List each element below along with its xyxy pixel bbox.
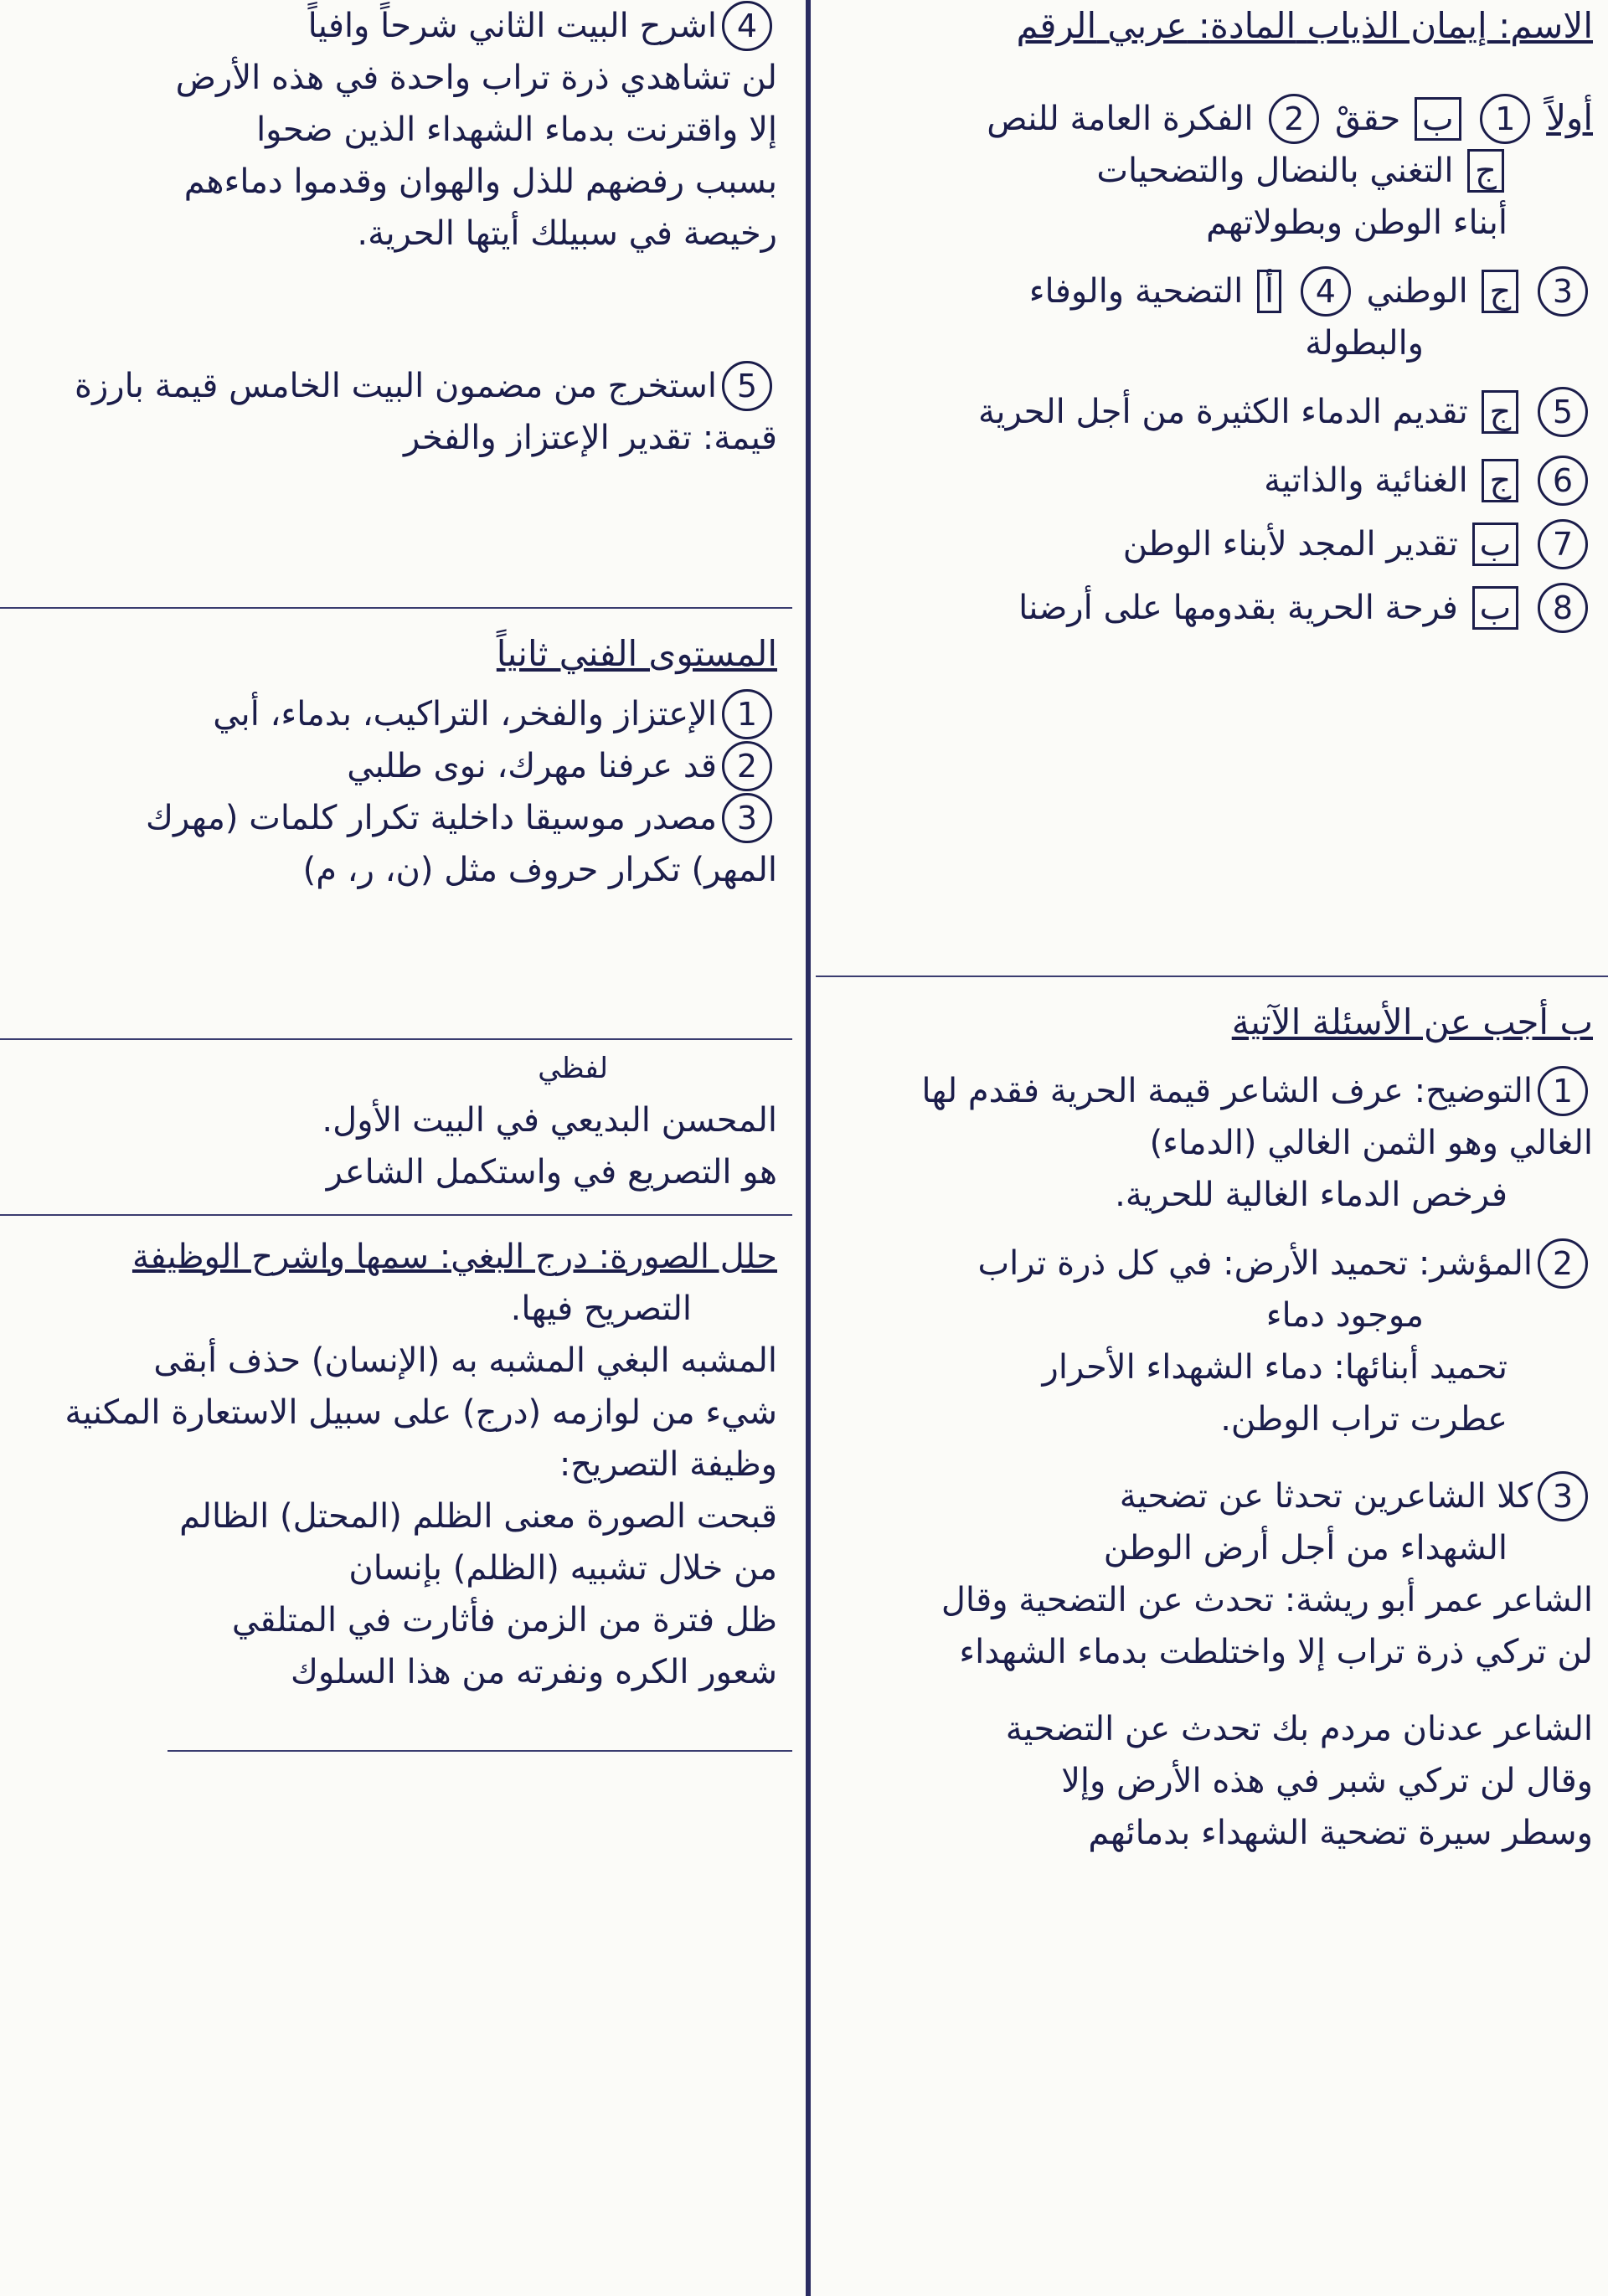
item-5-choice: ج: [1482, 390, 1518, 434]
q2-line-2: موجود دماء: [1265, 1296, 1424, 1335]
item-2-text: الفكرة العامة للنص: [987, 100, 1254, 138]
q4-title: اشرح البيت الثاني شرحاً وافياً: [307, 7, 717, 45]
q3-line-4: لن تركي ذرة تراب إلا واختلطت بدماء الشهداء: [959, 1633, 1593, 1671]
item-6-num: 6: [1538, 456, 1588, 506]
column-divider: [806, 0, 811, 2296]
q1-line-2: الغالي وهو الثمن الغالي (الدماء): [1149, 1124, 1593, 1162]
s3-line-5: لفظي: [538, 1052, 608, 1085]
s4-title: حلل الصورة: درج البغي: سمها واشرح الوظيفة: [131, 1238, 777, 1276]
item-5-num: 5: [1538, 387, 1588, 437]
s4-line-5: قبحت الصورة معنى الظلم (المحتل) الظالم: [179, 1497, 777, 1536]
q1-line-3: فرخص الدماء الغالية للحرية.: [1115, 1176, 1508, 1214]
name-label: الاسم: [1510, 5, 1593, 46]
right-column: [816, 0, 1608, 2296]
s4-line-3: شيء من لوازمه (درج) على سبيل الاستعارة المكنية: [64, 1393, 777, 1432]
header: الاسم: إيمان الذياب المادة: عربي الرقم: [1016, 5, 1593, 46]
left-q5: 5استخرج من مضمون البيت الخامس قيمة بارزة قيمة: تقدير الإعتزاز والفخر: [0, 360, 792, 464]
s3-line-6: المحسن البديعي في البيت الأول.: [322, 1101, 777, 1140]
q5-title: استخرج من مضمون البيت الخامس قيمة بارزة: [75, 367, 717, 405]
item-7-choice: ب: [1472, 523, 1519, 566]
left-section4: [0, 1231, 792, 1698]
name-value: إيمان الذياب: [1306, 5, 1487, 46]
s4-line-1: التصريح فيها.: [510, 1290, 692, 1328]
item-7-text: تقدير المجد لأبناء الوطن: [1122, 525, 1458, 564]
item-6-choice: ج: [1482, 459, 1518, 502]
s4-line-6: من خلال تشبيه (الظلم) بإنسان: [348, 1549, 777, 1588]
left-section3b: [0, 1042, 792, 1198]
item-2c-text: أبناء الوطن وبطولاتهم: [1206, 203, 1508, 242]
left-column: [0, 0, 792, 2296]
item-4b-text: والبطولة: [1305, 324, 1424, 363]
item-8-choice: ب: [1472, 586, 1519, 630]
q3-line-5: الشاعر عدنان مردم بك تحدث عن التضحية: [1005, 1710, 1593, 1748]
s3-line-3: مصدر موسيقا داخلية تكرار كلمات (مهرك: [146, 799, 717, 837]
subject-value: عربي: [1107, 5, 1188, 46]
q4-line-3: بسبب رفضهم للذل والهوان وقدموا دماءهم: [183, 162, 777, 201]
item-4-choice: أ: [1257, 270, 1281, 313]
q4-line-2: إلا واقترنت بدماء الشهداء الذين ضحوا: [256, 111, 777, 149]
item-8-text: فرحة الحرية بقدومها على أرضنا: [1018, 589, 1458, 627]
left-section3: المستوى الفني ثانياً 1الإعتزاز والفخر، التراكيب، بدماء، أبي 2قد عرفنا مهرك، نوى طلبي 3مصدر موسيقا داخلية تكرار كلمات (مهرك المهر) تكرار حروف مثل (ن، ر، م): [0, 628, 792, 896]
q3-line-6: وقال لن تركي شبر في هذه الأرض وإلا: [1061, 1762, 1593, 1800]
item-3-choice: ج: [1482, 270, 1518, 313]
q2-line-4: عطرت تراب الوطن.: [1220, 1400, 1508, 1439]
item-5-text: تقديم الدماء الكثيرة من أجل الحرية: [977, 393, 1468, 431]
item-1-text: حققْ: [1334, 100, 1401, 138]
subject-label: المادة: [1209, 5, 1296, 46]
left-divider-2: [0, 1038, 792, 1040]
section1-title: أولاً: [1546, 97, 1593, 138]
left-q4: 4اشرح البيت الثاني شرحاً وافياً لن تشاهدي ذرة تراب واحدة في هذه الأرض إلا واقترنت بدماء الشهداء الذين ضحوا بسبب رفضهم للذل والهوان وقدموا دماءهم رخيصة في سبيلك أيتها الحرية.: [0, 0, 792, 260]
q4-line-4: رخيصة في سبيلك أيتها الحرية.: [357, 214, 777, 253]
item-1-num: 1: [1480, 94, 1530, 144]
right-divider-1: [816, 976, 1608, 977]
item-2-num: 2: [1269, 94, 1319, 144]
section3-title: المستوى الفني ثانياً: [496, 633, 777, 674]
item-2b-choice: ج: [1467, 149, 1504, 193]
q3-line-2: الشهداء من أجل أرض الوطن: [1103, 1529, 1508, 1568]
left-divider-4: [168, 1750, 792, 1752]
q2-line-1: المؤشر: تحميد الأرض: في كل ذرة تراب: [977, 1244, 1533, 1283]
item-7-num: 7: [1538, 519, 1588, 569]
left-divider-3: [0, 1214, 792, 1216]
s4-line-4: وظيفة التصريح:: [559, 1445, 777, 1484]
item-3-num: 3: [1538, 266, 1588, 317]
q3-line-1: كلا الشاعرين تحدثا عن تضحية: [1119, 1477, 1533, 1516]
item-4-num: 4: [1301, 266, 1351, 317]
item-1-choice: ب: [1415, 97, 1461, 141]
section1: [816, 92, 1608, 634]
number-label: الرقم: [1016, 5, 1097, 46]
section2: ب أجب عن الأسئلة الآتية 1التوضيح: عرف الشاعر قيمة الحرية فقدم لها الغالي وهو الثمن الغالي (الدماء) فرخص الدماء الغالية للحرية. 2المؤشر: تحميد الأرض: في كل ذرة تراب موجود دماء تحميد أبنائها: دماء الشهداء الأحرار عطرت تراب الوطن. 3كلا الشاعرين تحدثا عن تضحية الشهداء من أجل أرض الوطن الشاعر عمر أبو ريشة: تحدث عن التضحية وقال لن تركي ذرة تراب إلا واختلطت بدماء الشهداء الشاعر عدنان مردم بك تحدث عن التضحية وقال لن تركي شبر في هذه الأرض وإلا وسطر سيرة تضحية الشهداء بدمائهم: [816, 996, 1608, 1859]
q1-line-1: التوضيح: عرف الشاعر قيمة الحرية فقدم لها: [921, 1072, 1533, 1110]
s3-line-4: المهر) تكرار حروف مثل (ن، ر، م): [302, 851, 777, 889]
q5-answer: قيمة: تقدير الإعتزاز والفخر: [403, 419, 777, 457]
s3-line-2: قد عرفنا مهرك، نوى طلبي: [347, 747, 717, 785]
s3-line-7: هو التصريع في واستكمل الشاعر: [326, 1153, 777, 1192]
item-2b-text: التغني بالنضال والتضحيات: [1096, 152, 1454, 190]
left-divider-1: [0, 607, 792, 609]
item-6-text: الغنائية والذاتية: [1264, 461, 1468, 500]
q4-line-1: لن تشاهدي ذرة تراب واحدة في هذه الأرض: [175, 59, 777, 97]
q3-line-3: الشاعر عمر أبو ريشة: تحدث عن التضحية وقال: [941, 1581, 1593, 1619]
s3-line-1: الإعتزاز والفخر، التراكيب، بدماء، أبي: [213, 695, 717, 734]
section2-title: ب أجب عن الأسئلة الآتية: [1231, 1001, 1593, 1042]
s4-line-7: ظل فترة من الزمن فأثارت في المتلقي: [231, 1601, 777, 1640]
s4-line-8: شعور الكره ونفرته من هذا السلوك: [290, 1653, 777, 1691]
item-8-num: 8: [1538, 583, 1588, 633]
item-3-text: الوطني: [1366, 272, 1468, 311]
s4-line-2: المشبه البغي المشبه به (الإنسان) حذف أبقى: [153, 1341, 777, 1380]
q2-line-3: تحميد أبنائها: دماء الشهداء الأحرار: [1042, 1348, 1508, 1387]
item-4-text: التضحية والوفاء: [1028, 272, 1244, 311]
q3-line-7: وسطر سيرة تضحية الشهداء بدمائهم: [1088, 1814, 1593, 1852]
